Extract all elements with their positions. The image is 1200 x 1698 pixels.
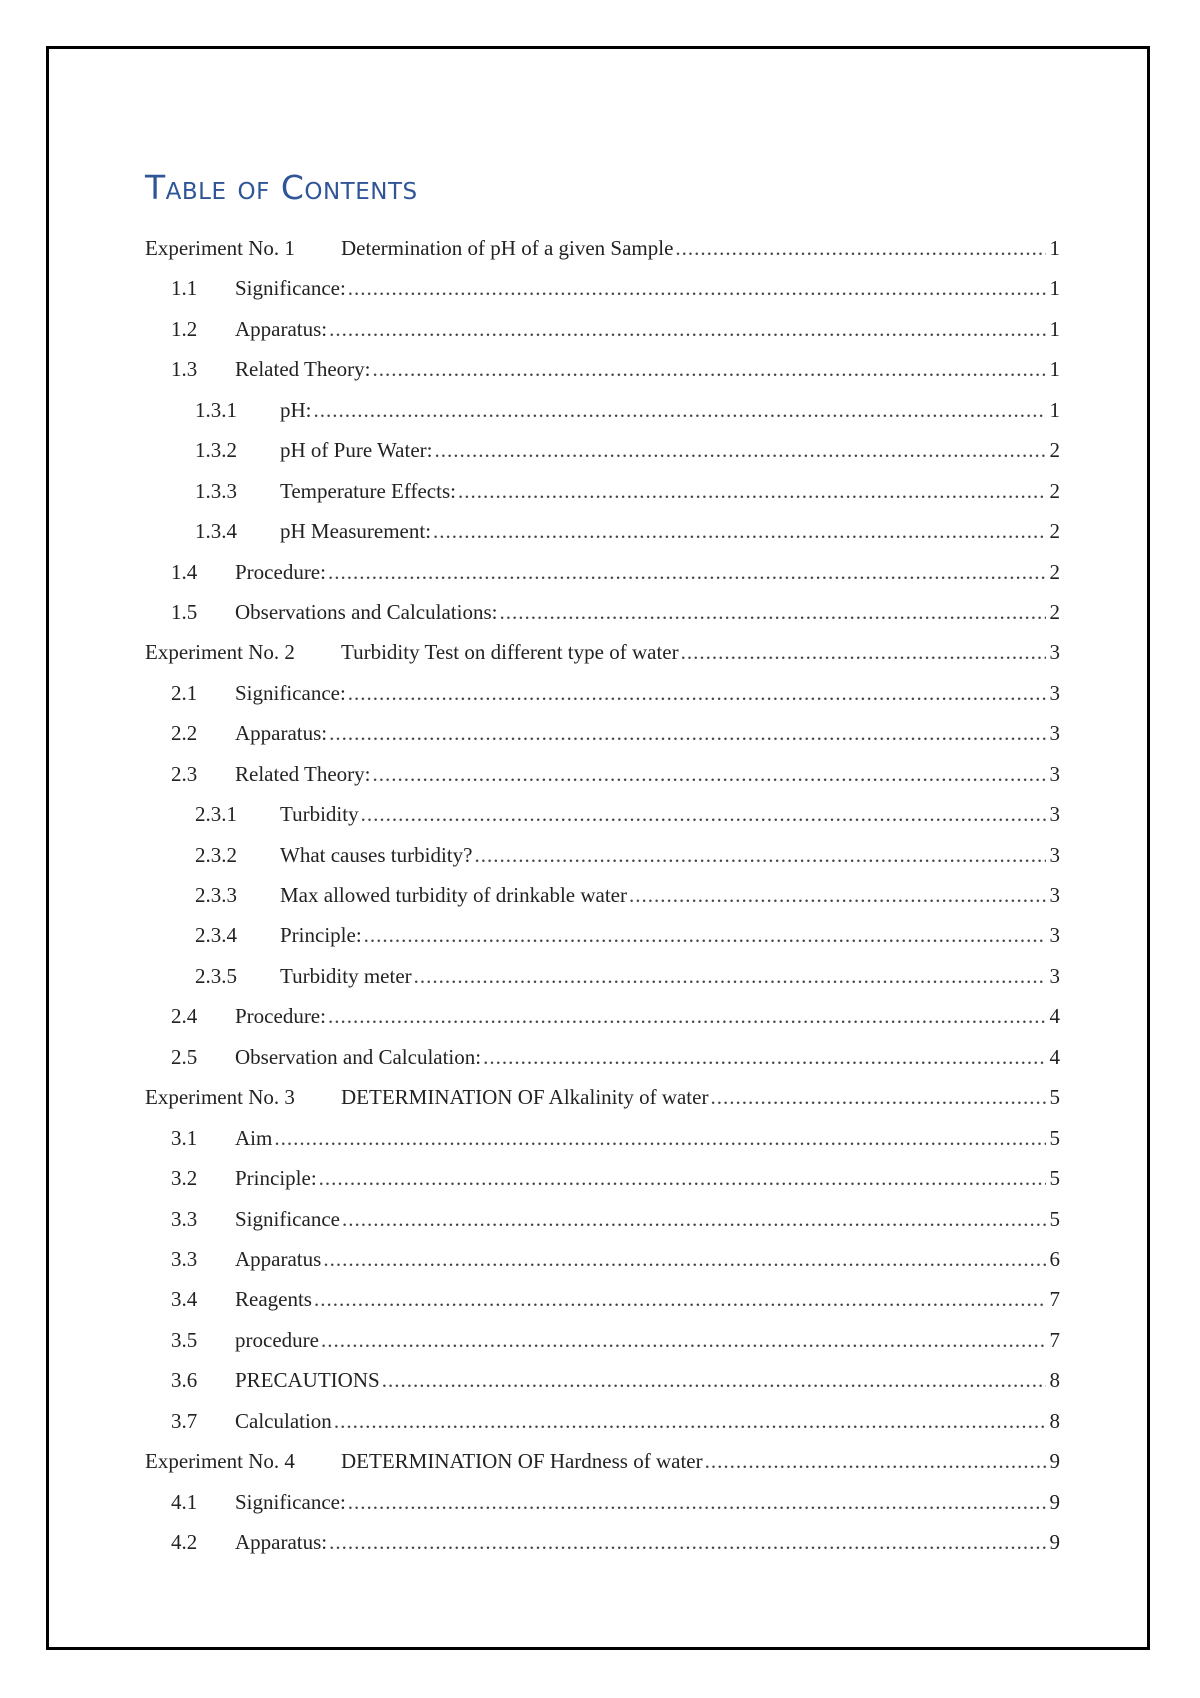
toc-entry-page-number: 1: [1049, 397, 1060, 422]
toc-dot-leader: [433, 511, 1046, 551]
toc-entry-title: Significance: [235, 1206, 340, 1231]
toc-dot-leader: [328, 552, 1046, 592]
toc-dot-leader: [321, 1320, 1046, 1360]
toc-entry-page-number: 9: [1049, 1489, 1060, 1514]
toc-entry-number: 2.3.5: [195, 963, 237, 988]
toc-entry-page-number: 3: [1049, 923, 1060, 948]
toc-entry-title: Significance:: [235, 276, 346, 301]
toc-entry-page-number: 2: [1049, 599, 1060, 624]
toc-entry-number: 1.4: [171, 559, 198, 584]
toc-entry-title: pH of Pure Water:: [280, 438, 433, 463]
toc-entry-title: Apparatus:: [235, 1530, 328, 1554]
toc-entry[interactable]: [145, 1522, 1060, 1562]
toc-dot-leader: [373, 754, 1047, 794]
toc-entry-title: Observation and Calculation:: [235, 1044, 482, 1069]
toc-entry-title: Procedure:: [235, 559, 326, 584]
toc-entry-number: 2.3: [171, 761, 198, 786]
toc-entry-title: pH:: [280, 397, 312, 422]
toc-dot-leader: [342, 1199, 1046, 1239]
toc-entry[interactable]: [145, 268, 1060, 308]
toc-entry-number: Experiment No. 4: [145, 1449, 295, 1474]
toc-entry-number: 1.3.4: [195, 519, 237, 544]
toc-entry-number: 3.3: [171, 1206, 198, 1231]
toc-entry-page-number: 8: [1049, 1408, 1060, 1433]
toc-dot-leader: [364, 915, 1046, 955]
toc-entry-number: 2.3.2: [195, 842, 237, 867]
toc-entry-title: Turbidity Test on different type of water: [341, 640, 679, 665]
toc-dot-leader: [314, 390, 1047, 430]
toc-dot-leader: [348, 1482, 1046, 1522]
toc-dot-leader: [319, 1158, 1046, 1198]
toc-entry[interactable]: [145, 390, 1060, 430]
toc-entry-title: Max allowed turbidity of drinkable water: [280, 883, 627, 907]
toc-entry-number: 3.3: [171, 1246, 198, 1271]
toc-entry[interactable]: [145, 956, 1060, 996]
toc-entry-number: 3.5: [171, 1327, 198, 1352]
toc-entry-number: 1.5: [171, 599, 198, 624]
toc-entry-page-number: 8: [1049, 1368, 1060, 1393]
toc-entry[interactable]: [145, 754, 1060, 794]
toc-entry[interactable]: [145, 592, 1060, 632]
toc-dot-leader: [328, 996, 1046, 1036]
toc-entry-title: Related Theory:: [235, 761, 371, 786]
toc-dot-leader: [361, 794, 1046, 834]
toc-entry[interactable]: [145, 1441, 1060, 1481]
toc-entry-title: Determination of pH of a given Sample: [341, 236, 674, 260]
toc-entry-page-number: 6: [1049, 1246, 1060, 1271]
toc-dot-leader: [681, 632, 1046, 672]
toc-entry[interactable]: [145, 1279, 1060, 1319]
toc-dot-leader: [483, 1037, 1046, 1077]
toc-entry-number: 1.3.2: [195, 438, 237, 463]
toc-dot-leader: [382, 1360, 1046, 1400]
toc-entry[interactable]: [145, 228, 1060, 268]
toc-entry-number: 3.2: [171, 1166, 198, 1191]
toc-entry-number: 1.2: [171, 316, 198, 341]
toc-entry-page-number: 9: [1049, 1530, 1060, 1554]
toc-entry-title: PRECAUTIONS: [235, 1368, 380, 1393]
toc-entry-page-number: 3: [1049, 680, 1060, 705]
toc-entry-page-number: 7: [1049, 1327, 1060, 1352]
toc-entry[interactable]: [145, 835, 1060, 875]
toc-entry-title: Reagents: [235, 1287, 312, 1312]
toc-dot-leader: [314, 1279, 1046, 1319]
toc-entry-number: 2.5: [171, 1044, 198, 1069]
toc-entry-page-number: 2: [1049, 559, 1060, 584]
toc-dot-leader: [414, 956, 1046, 996]
toc-entry[interactable]: [145, 1360, 1060, 1400]
toc-entry-page-number: 7: [1049, 1287, 1060, 1312]
toc-entry-number: 3.4: [171, 1287, 198, 1312]
toc-entry-page-number: 2: [1049, 478, 1060, 503]
toc-entry-number: 2.1: [171, 680, 198, 705]
toc-entry-page-number: 5: [1049, 1166, 1060, 1191]
toc-entry-title: procedure: [235, 1327, 319, 1352]
toc-dot-leader: [373, 349, 1047, 389]
toc-entry-number: 2.3.4: [195, 923, 237, 948]
toc-entry-page-number: 4: [1049, 1004, 1060, 1029]
toc-entry[interactable]: [145, 430, 1060, 470]
toc-entry-page-number: 3: [1049, 963, 1060, 988]
toc-entry-page-number: 1: [1049, 316, 1060, 341]
toc-entry[interactable]: [145, 713, 1060, 753]
toc-entry[interactable]: [145, 1077, 1060, 1117]
toc-entry-page-number: 3: [1049, 640, 1060, 665]
toc-entry-number: 1.3: [171, 357, 198, 382]
toc-entry[interactable]: [145, 1320, 1060, 1360]
toc-entry-number: 1.3.3: [195, 478, 237, 503]
toc-entry[interactable]: [145, 875, 1060, 915]
toc-entry-title: DETERMINATION OF Alkalinity of water: [341, 1085, 709, 1110]
toc-entry-title: Principle:: [235, 1166, 317, 1191]
toc-entry-page-number: 1: [1049, 276, 1060, 301]
toc-entry[interactable]: [145, 471, 1060, 511]
toc-entry-page-number: 9: [1049, 1449, 1060, 1474]
toc-entry[interactable]: [145, 309, 1060, 349]
toc-entry-number: Experiment No. 2: [145, 640, 295, 665]
toc-entry[interactable]: [145, 794, 1060, 834]
toc-entry-number: 3.6: [171, 1368, 198, 1393]
toc-entry-page-number: 3: [1049, 842, 1060, 867]
toc-dot-leader: [458, 471, 1046, 511]
toc-entry-number: 1.3.1: [195, 397, 237, 422]
toc-entry[interactable]: [145, 1482, 1060, 1522]
toc-entry[interactable]: [145, 915, 1060, 955]
toc-dot-leader: [348, 673, 1046, 713]
toc-entry-page-number: 5: [1049, 1125, 1060, 1150]
toc-entry-title: Procedure:: [235, 1004, 326, 1029]
toc-entry-page-number: 3: [1049, 761, 1060, 786]
toc-entry-page-number: 1: [1049, 236, 1060, 260]
toc-entry-title: Temperature Effects:: [280, 478, 456, 503]
toc-entry-number: Experiment No. 3: [145, 1085, 295, 1110]
toc-entry-page-number: 1: [1049, 357, 1060, 382]
toc-entry-title: What causes turbidity?: [280, 842, 473, 867]
toc-entry[interactable]: [145, 552, 1060, 592]
toc-entry-title: Significance:: [235, 1489, 346, 1514]
toc-dot-leader: [329, 309, 1046, 349]
toc-entry-title: Turbidity: [280, 802, 359, 827]
toc-entry-number: 4.2: [171, 1530, 198, 1554]
toc-entry[interactable]: [145, 1158, 1060, 1198]
toc-entry-title: Aim: [235, 1125, 273, 1150]
toc-entry-title: Turbidity meter: [280, 963, 412, 988]
toc-dot-leader: [329, 713, 1046, 753]
toc-entry[interactable]: [145, 673, 1060, 713]
toc-entry[interactable]: [145, 1401, 1060, 1441]
toc-entry-page-number: 4: [1049, 1044, 1060, 1069]
toc-entry[interactable]: [145, 1239, 1060, 1279]
toc-entry[interactable]: [145, 1199, 1060, 1239]
toc-dot-leader: [705, 1441, 1046, 1481]
toc-entry-number: 1.1: [171, 276, 198, 301]
toc-entry-title: DETERMINATION OF Hardness of water: [341, 1449, 703, 1474]
toc-dot-leader: [274, 1118, 1046, 1158]
toc-entry-number: 2.4: [171, 1004, 198, 1029]
toc-entry-page-number: 3: [1049, 802, 1060, 827]
toc-dot-leader: [334, 1401, 1046, 1441]
toc-entry-page-number: 3: [1049, 721, 1060, 746]
toc-entry-title: Apparatus:: [235, 316, 328, 341]
toc-entry-page-number: 3: [1049, 883, 1060, 907]
toc-dot-leader: [329, 1522, 1046, 1562]
toc-entry[interactable]: [145, 511, 1060, 551]
toc-entry-title: Observations and Calculations:: [235, 599, 498, 624]
toc-dot-leader: [474, 835, 1046, 875]
toc-entry[interactable]: [145, 1037, 1060, 1077]
toc-dot-leader: [675, 228, 1046, 268]
toc-entry-title: Apparatus:: [235, 721, 328, 746]
toc-entry-title: Principle:: [280, 923, 362, 948]
toc-entry-page-number: 5: [1049, 1206, 1060, 1231]
toc-dot-leader: [434, 430, 1046, 470]
toc-entry[interactable]: [145, 1118, 1060, 1158]
toc-dot-leader: [629, 875, 1046, 915]
toc-entry-number: 3.1: [171, 1125, 198, 1150]
toc-entry[interactable]: [145, 996, 1060, 1036]
toc-entry-number: 3.7: [171, 1408, 198, 1433]
toc-entry[interactable]: [145, 632, 1060, 672]
toc-entry-title: Calculation: [235, 1408, 332, 1433]
toc-entry-number: 4.1: [171, 1489, 198, 1514]
toc-dot-leader: [348, 268, 1046, 308]
toc-entry-number: 2.3.1: [195, 802, 237, 827]
toc-dot-leader: [499, 592, 1046, 632]
toc-entry-title: Significance:: [235, 680, 346, 705]
toc-entry[interactable]: [145, 349, 1060, 389]
toc-dot-leader: [710, 1077, 1046, 1117]
toc-entry-number: Experiment No. 1: [145, 236, 295, 260]
toc-entry-title: Related Theory:: [235, 357, 371, 382]
toc-entry-number: 2.2: [171, 721, 198, 746]
toc-entry-page-number: 2: [1049, 438, 1060, 463]
toc-list: [145, 228, 1060, 1562]
toc-entry-title: Apparatus: [235, 1246, 322, 1271]
toc-entry-number: 2.3.3: [195, 883, 237, 907]
toc-entry-page-number: 2: [1049, 519, 1060, 544]
toc-entry-title: pH Measurement:: [280, 519, 432, 544]
toc-dot-leader: [323, 1239, 1046, 1279]
toc-title: Table of Contents: [145, 168, 418, 207]
toc-entry-page-number: 5: [1049, 1085, 1060, 1110]
